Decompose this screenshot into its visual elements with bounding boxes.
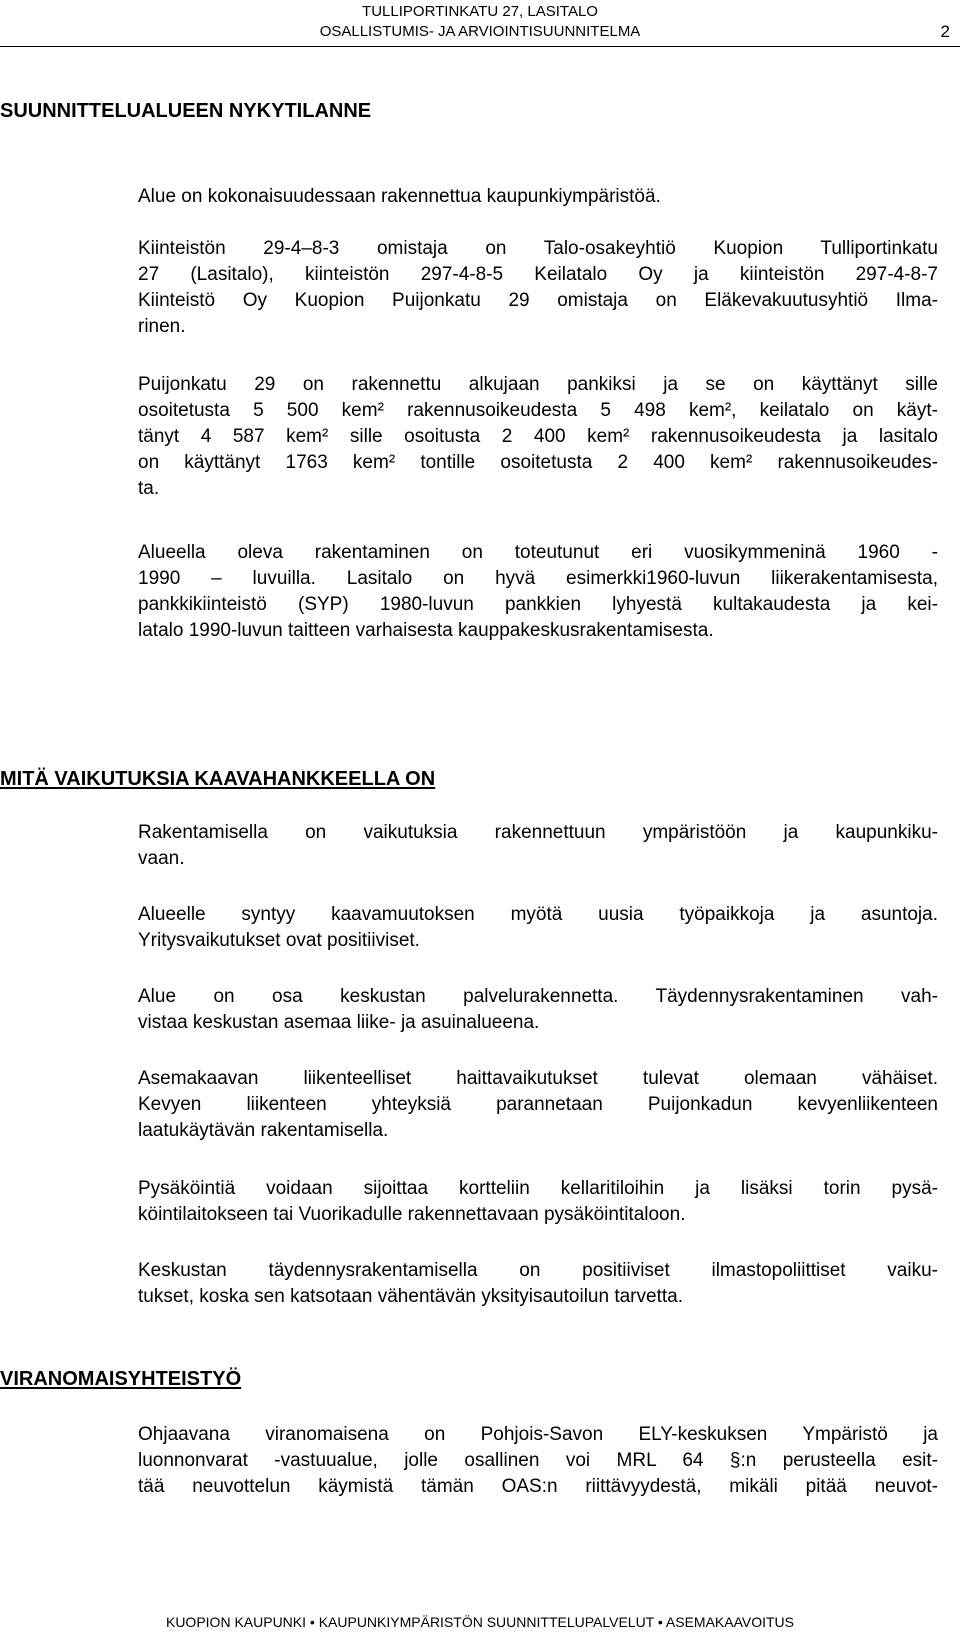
text-line: Keskustan täydennysrakentamisella on positiiviset ilmastopoliittiset vaiku- [138,1260,938,1281]
text-line: Asemakaavan liikenteelliset haittavaikutukset tulevat olemaan vähäiset. [138,1068,938,1089]
text-line: Alueelle syntyy kaavamuutoksen myötä uusia työpaikkoja ja asuntoja. [138,904,938,925]
paragraph [138,540,938,644]
text-line: tukset, koska sen katsotaan vähentävän yksityisautoilun tarvetta. [138,1286,683,1307]
text-line: Rakentamisella on vaikutuksia rakennettuun ympäristöön ja kaupunkiku- [138,822,938,843]
paragraph [138,236,938,340]
text-line: köintilaitokseen tai Vuorikadulle rakennettavaan pysäköintitaloon. [138,1204,686,1225]
text-line: latalo 1990-luvun taitteen varhaisesta kauppakeskusrakentamisesta. [138,620,714,641]
text-line: Alue on kokonaisuudessaan rakennettua kaupunkiympäristöä. [138,186,661,207]
section-heading-vaikutukset: MITÄ VAIKUTUKSIA KAAVAHANKKEELLA ON [0,768,436,790]
text-line: tänyt 4 587 kem² sille osoitusta 2 400 kem² rakennusoikeudesta ja lasitalo [138,426,938,447]
page-header [0,2,960,48]
paragraph [138,1422,938,1500]
paragraph [138,1176,938,1228]
paragraph [138,1258,938,1310]
paragraph [138,372,938,502]
text-line: Pysäköintiä voidaan sijoittaa kortteliin kellaritiloihin ja lisäksi torin pysä- [138,1178,938,1199]
text-line: 27 (Lasitalo), kiinteistön 297-4-8-5 Keilatalo Oy ja kiinteistön 297-4-8-7 [138,264,938,285]
section-heading-nykytilanne: SUUNNITTELUALUEEN NYKYTILANNE [0,100,372,122]
section-heading-viranomaisyhteistyo: VIRANOMAISYHTEISTYÖ [0,1368,242,1390]
header-divider [0,46,960,47]
paragraph [138,1066,938,1144]
page-number: 2 [940,22,950,41]
text-line: Ohjaavana viranomaisena on Pohjois-Savon ELY-keskuksen Ympäristö ja [138,1424,938,1445]
text-line: ta. [138,478,160,499]
text-line: Alue on osa keskustan palvelurakennetta. Täydennysrakentaminen vah- [138,986,938,1007]
paragraph [138,984,938,1036]
header-title: TULLIPORTINKATU 27, LASITALO [362,3,598,20]
text-line: vaan. [138,848,185,869]
text-line: osoitetusta 5 500 kem² rakennusoikeudesta 5 498 kem², keilatalo on käyt- [138,400,938,421]
text-line: rinen. [138,316,186,337]
page-footer: KUOPION KAUPUNKI • KAUPUNKIYMPÄRISTÖN SUUNNITTELUPALVELUT • ASEMAKAAVOITUS [165,1614,794,1630]
paragraph [138,820,938,872]
text-line: on käyttänyt 1763 kem² tontille osoitetusta 2 400 kem² rakennusoikeudes- [138,452,938,473]
paragraph [138,184,938,210]
text-line: pankkikiinteistö (SYP) 1980-luvun pankkien lyhyestä kultakaudesta ja kei- [138,594,938,615]
header-subtitle: OSALLISTUMIS- JA ARVIOINTISUUNNITELMA [319,23,641,40]
paragraph [138,902,938,954]
text-line: Puijonkatu 29 on rakennettu alkujaan pankiksi ja se on käyttänyt sille [138,374,938,395]
text-line: Kiinteistön 29-4–8-3 omistaja on Talo-osakeyhtiö Kuopion Tulliportinkatu [138,238,938,259]
text-line: 1990 – luvuilla. Lasitalo on hyvä esimerkki1960-luvun liikerakentamisesta, [138,568,938,589]
text-line: vistaa keskustan asemaa liike- ja asuinalueena. [138,1012,540,1033]
text-line: Yritysvaikutukset ovat positiiviset. [138,930,420,951]
text-line: Kiinteistö Oy Kuopion Puijonkatu 29 omistaja on Eläkevakuutusyhtiö Ilma- [138,290,938,311]
text-line: Alueella oleva rakentaminen on toteutunut eri vuosikymmeninä 1960 - [138,542,938,563]
text-line: tää neuvottelun käymistä tämän OAS:n riittävyydestä, mikäli pitää neuvot- [138,1476,938,1497]
text-line: laatukäytävän rakentamisella. [138,1120,389,1141]
text-line: Kevyen liikenteen yhteyksiä parannetaan Puijonkadun kevyenliikenteen [138,1094,938,1115]
text-line: luonnonvarat -vastuualue, jolle osallinen voi MRL 64 §:n perusteella esit- [138,1450,938,1471]
